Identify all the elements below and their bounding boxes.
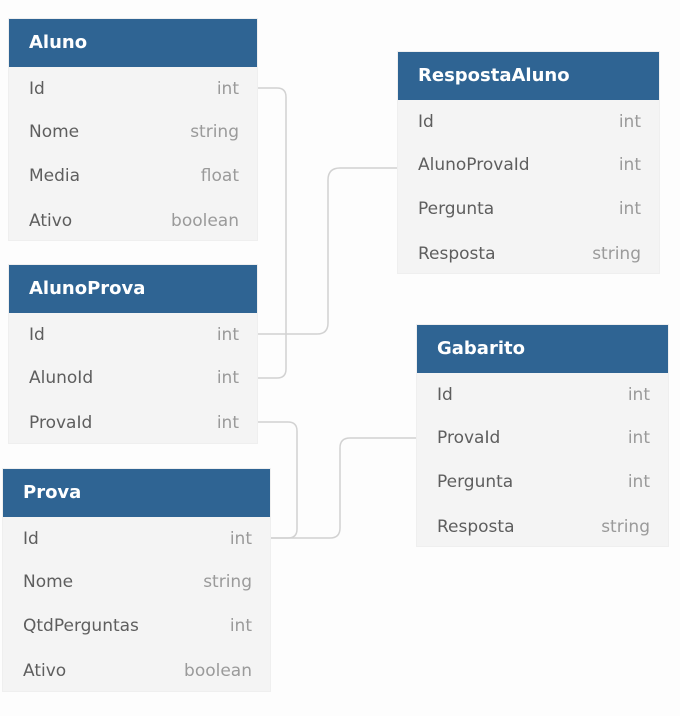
field-row[interactable]	[398, 231, 659, 277]
field-type: string	[592, 243, 641, 264]
field-name: Id	[23, 528, 39, 549]
field-type: int	[216, 78, 239, 99]
field-type: boolean	[171, 210, 239, 231]
field-name: Id	[29, 78, 45, 99]
field-name: Id	[437, 384, 453, 405]
field-name: Id	[29, 324, 45, 345]
field-row[interactable]	[417, 460, 668, 504]
field-row[interactable]	[398, 187, 659, 231]
field-type: string	[190, 122, 239, 143]
field-type: string	[203, 572, 252, 593]
field-type: int	[627, 471, 650, 492]
field-name: AlunoId	[29, 368, 94, 389]
table-alunoprova[interactable]	[9, 265, 257, 443]
field-name: Nome	[23, 572, 74, 593]
field-row[interactable]	[417, 373, 668, 417]
field-name: Resposta	[437, 516, 515, 537]
field-type: float	[200, 165, 239, 186]
field-name: Nome	[29, 122, 80, 143]
link-prova-gabarito	[270, 438, 417, 538]
field-row[interactable]	[9, 313, 257, 357]
link-alunoprova-respostaaluno	[257, 168, 398, 334]
table-header[interactable]: AlunoProva	[9, 265, 257, 313]
field-name: Ativo	[29, 210, 73, 231]
field-row[interactable]	[3, 648, 270, 694]
table-aluno[interactable]	[9, 19, 257, 240]
field-type: boolean	[184, 660, 252, 681]
link-aluno-alunoprova	[257, 88, 286, 378]
field-name: AlunoProvaId	[418, 155, 530, 176]
field-row[interactable]	[9, 154, 257, 198]
field-type: int	[618, 111, 641, 132]
field-name: ProvaId	[29, 413, 93, 434]
field-row[interactable]	[398, 100, 659, 144]
field-row[interactable]	[9, 198, 257, 244]
field-row[interactable]	[3, 517, 270, 561]
field-name: ProvaId	[437, 428, 501, 449]
field-type: int	[216, 413, 239, 434]
field-type: int	[627, 428, 650, 449]
field-row[interactable]	[3, 561, 270, 605]
field-type: int	[216, 368, 239, 389]
field-name: QtdPerguntas	[23, 615, 139, 636]
field-name: Ativo	[23, 660, 67, 681]
field-type: string	[601, 516, 650, 537]
table-header[interactable]: Prova	[3, 469, 270, 517]
table-prova[interactable]	[3, 469, 270, 691]
field-type: int	[618, 155, 641, 176]
field-type: int	[627, 384, 650, 405]
table-gabarito[interactable]	[417, 325, 668, 546]
field-row[interactable]	[9, 400, 257, 446]
field-name: Media	[29, 165, 81, 186]
field-row[interactable]	[9, 111, 257, 155]
table-respostaaluno[interactable]	[398, 52, 659, 273]
field-name: Id	[418, 111, 434, 132]
field-name: Pergunta	[437, 471, 514, 492]
field-row[interactable]	[3, 604, 270, 648]
field-name: Pergunta	[418, 198, 495, 219]
field-name: Resposta	[418, 243, 496, 264]
field-type: int	[229, 615, 252, 636]
table-header[interactable]: Gabarito	[417, 325, 668, 373]
table-header[interactable]: RespostaAluno	[398, 52, 659, 100]
field-row[interactable]	[417, 417, 668, 461]
field-row[interactable]	[9, 67, 257, 111]
field-type: int	[229, 528, 252, 549]
field-row[interactable]	[9, 357, 257, 401]
table-header[interactable]: Aluno	[9, 19, 257, 67]
field-type: int	[216, 324, 239, 345]
field-type: int	[618, 198, 641, 219]
field-row[interactable]	[398, 144, 659, 188]
field-row[interactable]	[417, 504, 668, 550]
